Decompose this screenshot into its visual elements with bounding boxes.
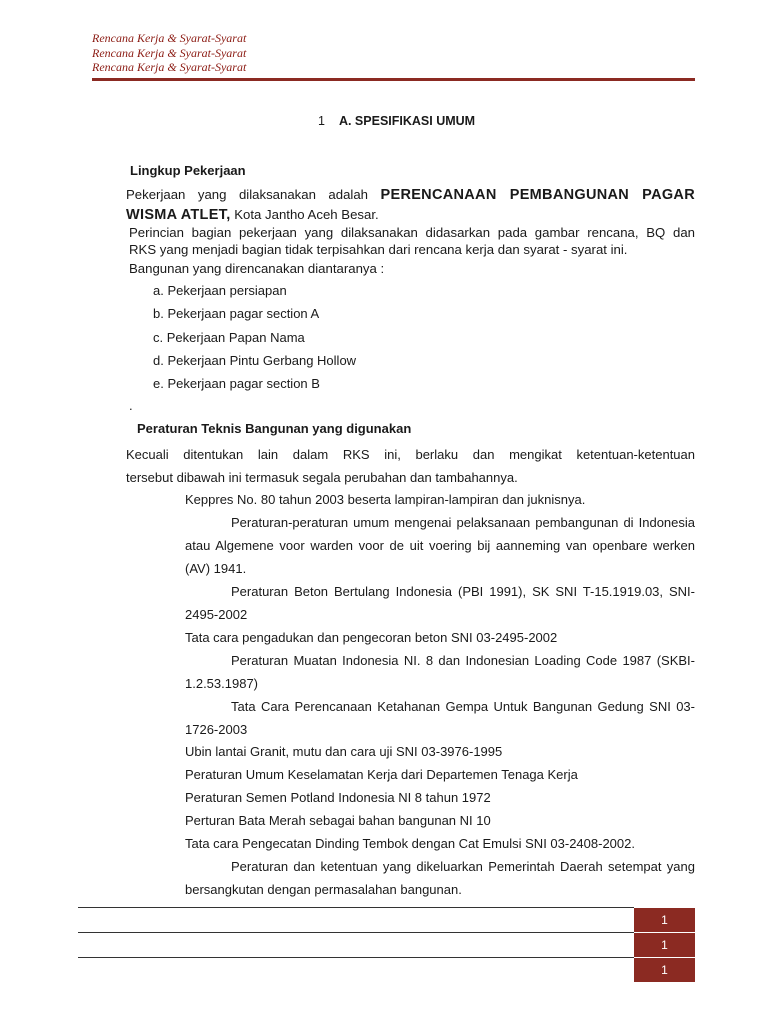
lingkup-intro bbox=[126, 186, 695, 204]
lingkup-intro-line2 bbox=[126, 206, 379, 224]
regulation-item: Peraturan dan ketentuan yang dikeluarkan Pemerintah Daerah setempat yang bersangkutan dengan permasalahan bangunan. bbox=[185, 859, 695, 897]
footer-rule bbox=[78, 957, 634, 958]
regulation-item: Peraturan Muatan Indonesia NI. 8 dan Indonesian Loading Code 1987 (SKBI-1.2.53.1987) bbox=[185, 653, 695, 691]
lingkup-heading: Lingkup Pekerjaan bbox=[130, 163, 246, 178]
page-number-box: 1 bbox=[634, 958, 695, 982]
regulation-item: Ubin lantai Granit, mutu dan cara uji SNI 03-3976-1995 bbox=[185, 744, 503, 759]
section-title bbox=[318, 114, 475, 128]
peraturan-intro-1: Kecuali ditentukan lain dalam RKS ini, berlaku dan mengikat ketentuan-ketentuan bbox=[126, 447, 695, 462]
list-item: a. Pekerjaan persiapan bbox=[153, 283, 287, 298]
regulation-item: Perturan Bata Merah sebagai bahan bangunan NI 10 bbox=[185, 813, 491, 828]
intro-prefix: Pekerjaan yang dilaksanakan adalah bbox=[126, 187, 369, 202]
peraturan-heading: Peraturan Teknis Bangunan yang digunakan bbox=[137, 421, 412, 436]
header-rule bbox=[92, 78, 695, 81]
project-name-line2: WISMA ATLET, bbox=[126, 207, 231, 223]
regulation-item: Keppres No. 80 tahun 2003 beserta lampiran-lampiran dan juknisnya. bbox=[185, 492, 586, 507]
running-header bbox=[92, 31, 246, 75]
regulation-item: Tata cara Pengecatan Dinding Tembok dengan Cat Emulsi SNI 03-2408-2002. bbox=[185, 836, 635, 851]
list-item: c. Pekerjaan Papan Nama bbox=[153, 330, 305, 345]
footer-rule bbox=[78, 932, 634, 933]
project-location: Kota Jantho Aceh Besar. bbox=[234, 207, 379, 222]
regulation-item: Tata cara pengadukan dan pengecoran beton SNI 03-2495-2002 bbox=[185, 630, 558, 645]
page-number-box: 1 bbox=[634, 933, 695, 957]
list-item: d. Pekerjaan Pintu Gerbang Hollow bbox=[153, 353, 357, 368]
peraturan-intro-2: tersebut dibawah ini termasuk segala perubahan dan tambahannya. bbox=[126, 470, 518, 485]
stray-dot: . bbox=[129, 398, 133, 413]
regulation-item: Tata Cara Perencanaan Ketahanan Gempa Untuk Bangunan Gedung SNI 03-1726-2003 bbox=[185, 699, 695, 737]
lingkup-detail-2: RKS yang menjadi bagian tidak terpisahkan dari rencana kerja dan syarat - syarat ini. bbox=[129, 242, 628, 257]
section-title-text: A. SPESIFIKASI UMUM bbox=[338, 114, 476, 128]
project-name-line1: PERENCANAAN PEMBANGUNAN PAGAR bbox=[380, 187, 695, 203]
regulation-item: Peraturan Beton Bertulang Indonesia (PBI 1991), SK SNI T-15.1919.03, SNI- 2495-2002 bbox=[185, 584, 695, 622]
header-line: Rencana Kerja & Syarat-Syarat bbox=[92, 31, 247, 45]
lingkup-detail-1: Perincian bagian pekerjaan yang dilaksanakan didasarkan pada gambar rencana, BQ dan bbox=[129, 225, 695, 240]
section-number: 1 bbox=[318, 114, 325, 128]
list-item: b. Pekerjaan pagar section A bbox=[153, 306, 320, 321]
header-line: Rencana Kerja & Syarat-Syarat bbox=[92, 60, 247, 74]
regulation-item: Peraturan Umum Keselamatan Kerja dari Departemen Tenaga Kerja bbox=[185, 767, 578, 782]
regulation-item: Peraturan-peraturan umum mengenai pelaksanaan pembangunan di Indonesia atau Algemene voor warden voor de uit voering bij aanneming van openbare werken (AV) 1941. bbox=[185, 515, 695, 576]
page-number-box: 1 bbox=[634, 908, 695, 932]
footer-rule bbox=[78, 907, 634, 908]
lingkup-detail-3: Bangunan yang direncanakan diantaranya : bbox=[129, 261, 385, 276]
header-line: Rencana Kerja & Syarat-Syarat bbox=[92, 45, 247, 60]
regulation-item: Peraturan Semen Potland Indonesia NI 8 tahun 1972 bbox=[185, 790, 491, 805]
list-item: e. Pekerjaan pagar section B bbox=[153, 376, 320, 391]
